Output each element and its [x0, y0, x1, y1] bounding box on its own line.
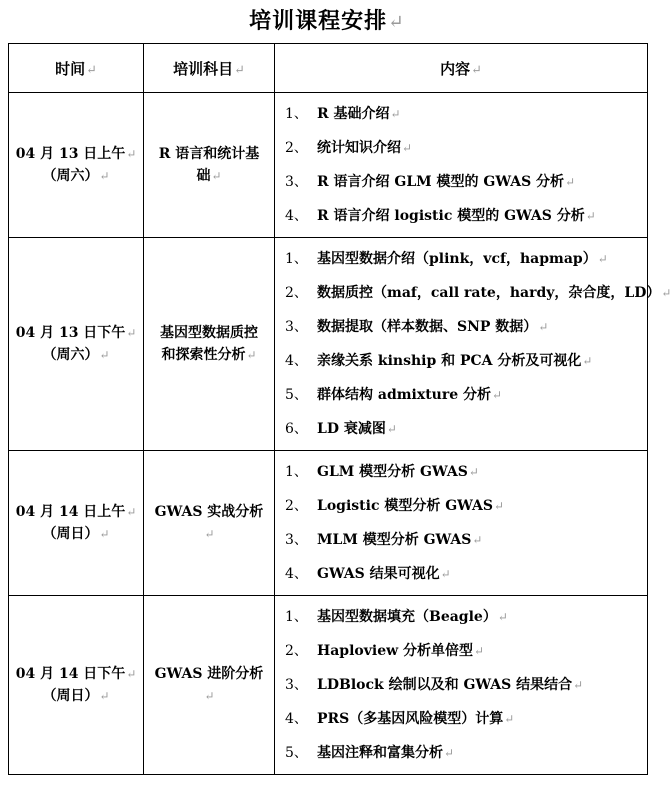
time-weekday: （周日）	[42, 688, 99, 704]
list-item	[285, 557, 647, 591]
paragraph-mark-icon: ↵	[204, 527, 215, 541]
paragraph-mark-icon: ↵	[99, 527, 110, 541]
list-item	[285, 242, 647, 276]
item-number: 5、	[285, 387, 308, 403]
time-weekday: （周日）	[42, 526, 99, 542]
content-cell	[275, 451, 648, 596]
paragraph-mark-icon: ↵	[565, 175, 576, 189]
table-row	[9, 238, 648, 451]
item-number: 4、	[285, 353, 308, 369]
time-line	[9, 344, 143, 366]
list-item	[285, 412, 647, 446]
list-item	[285, 378, 647, 412]
item-number: 5、	[285, 745, 308, 761]
time-line	[9, 685, 143, 707]
content-cell	[275, 238, 671, 451]
paragraph-mark-icon: ↵	[504, 712, 515, 726]
item-number: 3、	[285, 319, 308, 335]
list-item	[285, 276, 671, 310]
item-number: 2、	[285, 285, 308, 301]
list-item	[285, 165, 647, 199]
item-number: 6、	[285, 421, 308, 437]
item-number: 2、	[285, 498, 308, 514]
list-item	[285, 344, 647, 378]
paragraph-mark-icon: ↵	[585, 209, 596, 223]
paragraph-mark-icon: ↵	[440, 567, 451, 581]
item-number: 1、	[285, 106, 308, 122]
header-content-label: 内容	[440, 59, 471, 78]
header-subject	[144, 44, 275, 93]
item-text: 基因注释和富集分析	[317, 745, 443, 761]
paragraph-mark-icon: ↵	[386, 422, 397, 436]
item-text: PRS（多基因风险模型）计算	[317, 711, 504, 727]
item-number: 3、	[285, 532, 308, 548]
time-date: 04 月 14 日上午	[15, 504, 126, 520]
time-line	[9, 663, 143, 685]
paragraph-mark-icon: ↵	[126, 326, 137, 340]
paragraph-mark-icon: ↵	[390, 107, 401, 121]
paragraph-mark-icon: ↵	[497, 610, 508, 624]
list-item	[285, 634, 647, 668]
subject-cell	[144, 451, 275, 596]
paragraph-mark-icon: ↵	[234, 62, 245, 78]
time-date: 04 月 13 日上午	[15, 146, 126, 162]
subject-cell	[144, 596, 275, 775]
document-title	[0, 4, 654, 38]
item-text: 统计知识介绍	[317, 140, 401, 156]
list-item	[285, 702, 647, 736]
time-weekday: （周六）	[42, 168, 99, 184]
list-item	[285, 455, 647, 489]
item-number: 2、	[285, 140, 308, 156]
item-text: LD 衰减图	[317, 421, 386, 437]
schedule-body	[9, 93, 671, 775]
paragraph-mark-icon: ↵	[471, 62, 482, 78]
item-text: GLM 模型分析 GWAS	[317, 464, 468, 480]
time-cell	[9, 238, 144, 451]
time-line	[9, 143, 143, 165]
item-text: Logistic 模型分析 GWAS	[317, 498, 493, 514]
item-number: 4、	[285, 566, 308, 582]
time-date: 04 月 14 日下午	[15, 666, 126, 682]
subject-label: GWAS 进阶分析	[154, 666, 264, 682]
item-text: 数据提取（样本数据、SNP 数据）	[317, 319, 538, 335]
schedule-table	[8, 43, 671, 775]
time-line	[9, 523, 143, 545]
paragraph-mark-icon: ↵	[493, 499, 504, 513]
time-line	[9, 322, 143, 344]
item-text: 群体结构 admixture 分析	[317, 387, 492, 403]
item-number: 4、	[285, 711, 308, 727]
paragraph-mark-icon: ↵	[126, 667, 137, 681]
subject-label: R 语言和统计基础	[158, 146, 260, 184]
paragraph-mark-icon: ↵	[582, 354, 593, 368]
content-cell	[275, 596, 648, 775]
item-text: 亲缘关系 kinship 和 PCA 分析及可视化	[317, 353, 582, 369]
paragraph-mark-icon: ↵	[388, 12, 405, 33]
list-item	[285, 489, 647, 523]
list-item	[285, 97, 647, 131]
item-number: 4、	[285, 208, 308, 224]
header-row	[9, 44, 648, 93]
paragraph-mark-icon: ↵	[492, 388, 502, 402]
time-date: 04 月 13 日下午	[15, 325, 126, 341]
item-text: LDBlock 绘制以及和 GWAS 结果结合	[317, 677, 573, 693]
list-item	[285, 199, 647, 233]
item-number: 1、	[285, 251, 308, 267]
list-item	[285, 131, 647, 165]
subject-label: GWAS 实战分析	[154, 504, 264, 520]
item-text: Haploview 分析单倍型	[317, 643, 474, 659]
time-weekday: （周六）	[42, 347, 99, 363]
item-text: MLM 模型分析 GWAS	[317, 532, 472, 548]
time-cell	[9, 93, 144, 238]
item-text: GWAS 结果可视化	[317, 566, 440, 582]
paragraph-mark-icon: ↵	[597, 252, 608, 266]
item-text: R 基础介绍	[317, 106, 390, 122]
item-number: 1、	[285, 464, 308, 480]
item-text: 基因型数据介绍（plink，vcf，hapmap）	[317, 251, 597, 267]
table-row	[9, 93, 648, 238]
title-text: 培训课程安排	[249, 8, 388, 34]
paragraph-mark-icon: ↵	[86, 62, 97, 78]
item-text: R 语言介绍 logistic 模型的 GWAS 分析	[317, 208, 585, 224]
paragraph-mark-icon: ↵	[474, 644, 484, 658]
paragraph-mark-icon: ↵	[538, 320, 549, 334]
table-row	[9, 596, 648, 775]
list-item	[285, 736, 647, 770]
paragraph-mark-icon: ↵	[126, 505, 137, 519]
header-subject-label: 培训科目	[173, 59, 234, 78]
list-item	[285, 668, 647, 702]
item-number: 2、	[285, 643, 308, 659]
header-time	[9, 44, 144, 93]
paragraph-mark-icon: ↵	[126, 147, 137, 161]
item-number: 3、	[285, 677, 308, 693]
paragraph-mark-icon: ↵	[402, 141, 412, 155]
time-cell	[9, 451, 144, 596]
paragraph-mark-icon: ↵	[573, 678, 584, 692]
item-text: R 语言介绍 GLM 模型的 GWAS 分析	[317, 174, 565, 190]
subject-cell	[144, 238, 275, 451]
paragraph-mark-icon: ↵	[444, 746, 454, 760]
time-line	[9, 165, 143, 187]
paragraph-mark-icon: ↵	[661, 286, 671, 300]
paragraph-mark-icon: ↵	[99, 348, 110, 362]
paragraph-mark-icon: ↵	[99, 169, 110, 183]
time-cell	[9, 596, 144, 775]
item-text: 数据质控（maf，call rate，hardy，杂合度，LD）	[317, 285, 661, 301]
header-time-label: 时间	[55, 59, 86, 78]
list-item	[285, 600, 647, 634]
header-content	[275, 44, 648, 93]
paragraph-mark-icon: ↵	[468, 465, 479, 479]
item-number: 3、	[285, 174, 308, 190]
item-text: 基因型数据填充（Beagle）	[317, 609, 497, 625]
item-number: 1、	[285, 609, 308, 625]
paragraph-mark-icon: ↵	[246, 348, 257, 362]
paragraph-mark-icon: ↵	[472, 533, 483, 547]
subject-label: 基因型数据质控和探索性分析	[160, 325, 258, 363]
paragraph-mark-icon: ↵	[99, 689, 110, 703]
subject-cell	[144, 93, 275, 238]
paragraph-mark-icon: ↵	[211, 169, 222, 183]
paragraph-mark-icon: ↵	[204, 689, 215, 703]
time-line	[9, 501, 143, 523]
list-item	[285, 310, 647, 344]
list-item	[285, 523, 647, 557]
content-cell	[275, 93, 648, 238]
table-row	[9, 451, 648, 596]
